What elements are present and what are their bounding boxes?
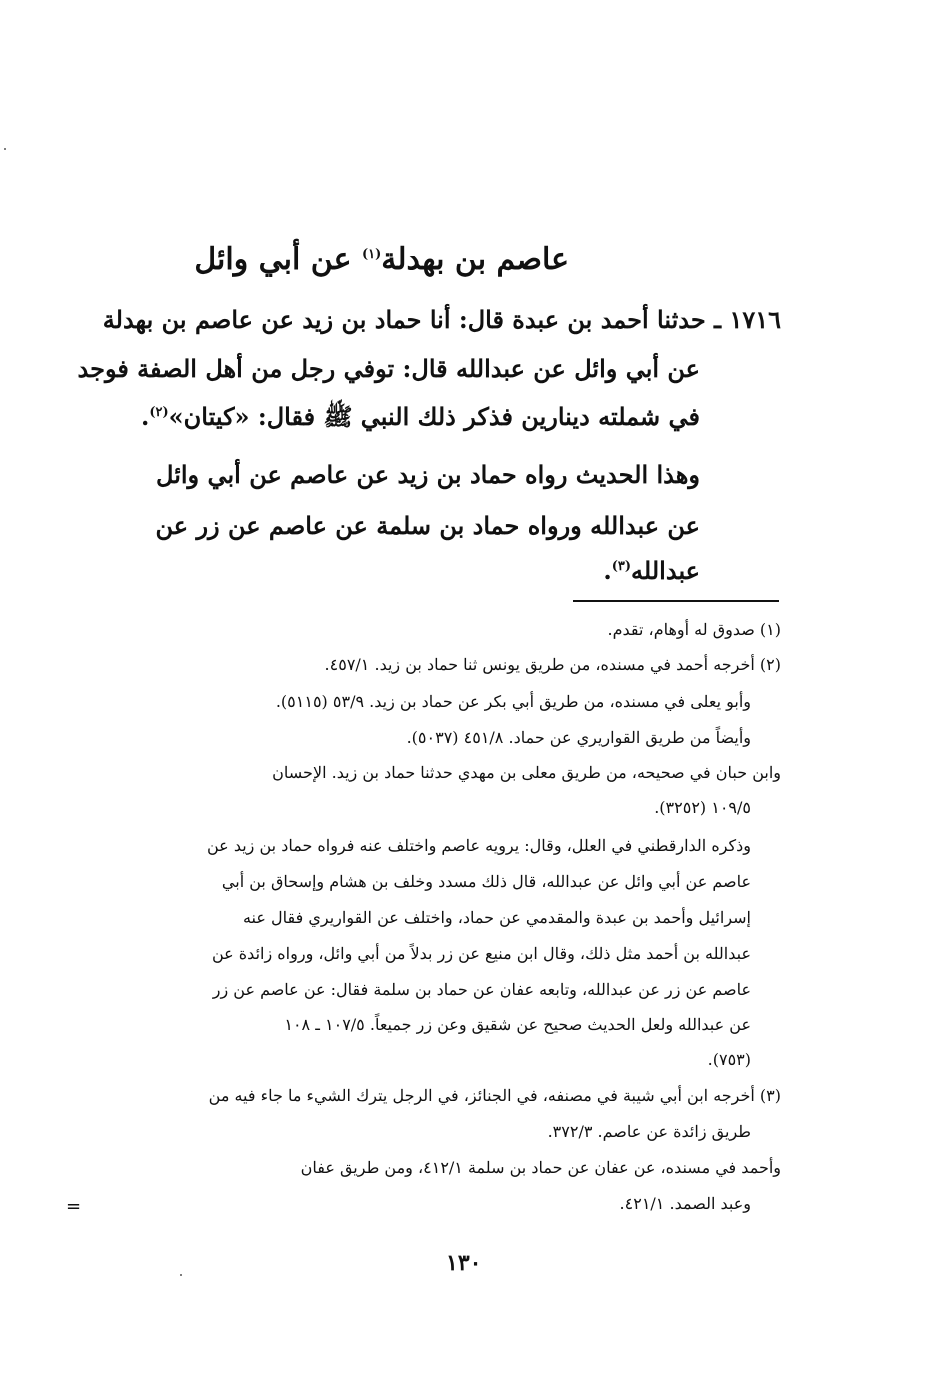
commentary-line-1: وهذا الحديث رواه حماد بن زيد عن عاصم عن أبي وائل	[156, 460, 700, 489]
footnote-line: وعبد الصمد. ٤٢١/١.	[619, 1194, 751, 1213]
continuation-mark: =	[66, 1196, 82, 1217]
footnote-line: عن عبدالله ولعل الحديث صحيح عن شقيق وعن زر جميعاً. ١٠٧/٥ ـ ١٠٨	[284, 1015, 751, 1034]
footnote-line: (٣) أخرجه ابن أبي شيبة في مصنفه، في الجنائز، في الرجل يترك الشيء ما جاء فيه من	[208, 1086, 781, 1105]
footnote-line: عاصم عن أبي وائل عن عبدالله، قال ذلك مسدد وخلف بن هشام وإسحاق بن أبي	[221, 872, 751, 891]
heading-footnote-marker: (١)	[361, 247, 382, 262]
scan-speck	[180, 1274, 182, 1276]
footnote-line: وأبو يعلى في مسنده، من طريق أبي بكر عن حماد بن زيد. ٥٣/٩ (٥١١٥).	[275, 692, 751, 711]
footnote-marker-2: (٢)	[149, 405, 169, 420]
commentary-line-3-end: .	[603, 556, 612, 585]
hadith-line-3-text: في شملته دينارين فذكر ذلك النبي ﷺ فقال: «كيتان»	[168, 402, 700, 431]
footnote-line: عاصم عن زر عن عبدالله، وتابعه عفان عن حماد بن سلمة فقال: عن عاصم عن زر	[212, 980, 751, 999]
footnote-line: (١) صدوق له أوهام، تقدم.	[607, 620, 781, 639]
footnote-line: (٢) أخرجه أحمد في مسنده، من طريق يونس ثنا حماد بن زيد. ٤٥٧/١.	[324, 655, 781, 674]
footnote-line: طريق زائدة عن عاصم. ٣٧٢/٣.	[547, 1122, 751, 1141]
hadith-line-3-end: .	[141, 402, 150, 431]
footnote-line: وأحمد في مسنده، عن عفان عن حماد بن سلمة ٤١٢/١، ومن طريق عفان	[300, 1158, 781, 1177]
footnote-line: عبدالله بن أحمد مثل ذلك، وقال ابن منيع عن زر بدلاً من أبي وائل، ورواه زائدة عن	[211, 944, 751, 963]
hadith-line-2: عن أبي وائل عن عبدالله قال: توفي رجل من أهل الصفة فوجد	[77, 354, 700, 383]
hadith-line-1: ١٧١٦ ـ حدثنا أحمد بن عبدة قال: أنا حماد بن زيد عن عاصم بن بهدلة	[102, 305, 781, 334]
hadith-line-3	[141, 402, 700, 437]
section-heading	[194, 242, 569, 277]
page-number: ١٣٠	[446, 1250, 482, 1276]
heading-text-after-note: عن أبي وائل	[194, 242, 362, 277]
footnote-line: وأيضاً من طريق القواريري عن حماد. ٤٥١/٨ (٥٠٣٧).	[406, 728, 751, 747]
footnote-separator	[573, 600, 779, 602]
commentary-line-3	[603, 556, 700, 585]
footnote-line: وابن حبان في صحيحه، من طريق معلى بن مهدي حدثنا حماد بن زيد. الإحسان	[272, 763, 781, 782]
footnote-line: ١٠٩/٥ (٣٢٥٢).	[654, 798, 751, 817]
footnote-marker-3: (٣)	[611, 559, 632, 574]
scan-speck	[4, 148, 6, 150]
commentary-line-2: عن عبدالله ورواه حماد بن سلمة عن عاصم عن زر عن	[155, 511, 700, 540]
footnote-line: إسرائيل وأحمد بن عبدة والمقدمي عن حماد، واختلف عن القواريري فقال عنه	[242, 908, 751, 927]
footnote-line: وذكره الدارقطني في العلل، وقال: يرويه عاصم واختلف عنه فرواه حماد بن زيد عن	[207, 836, 751, 855]
footnote-line: (٧٥٣).	[707, 1050, 751, 1069]
heading-text-before-note: عاصم بن بهدلة	[381, 242, 569, 277]
commentary-line-3-text: عبدالله	[631, 556, 700, 585]
